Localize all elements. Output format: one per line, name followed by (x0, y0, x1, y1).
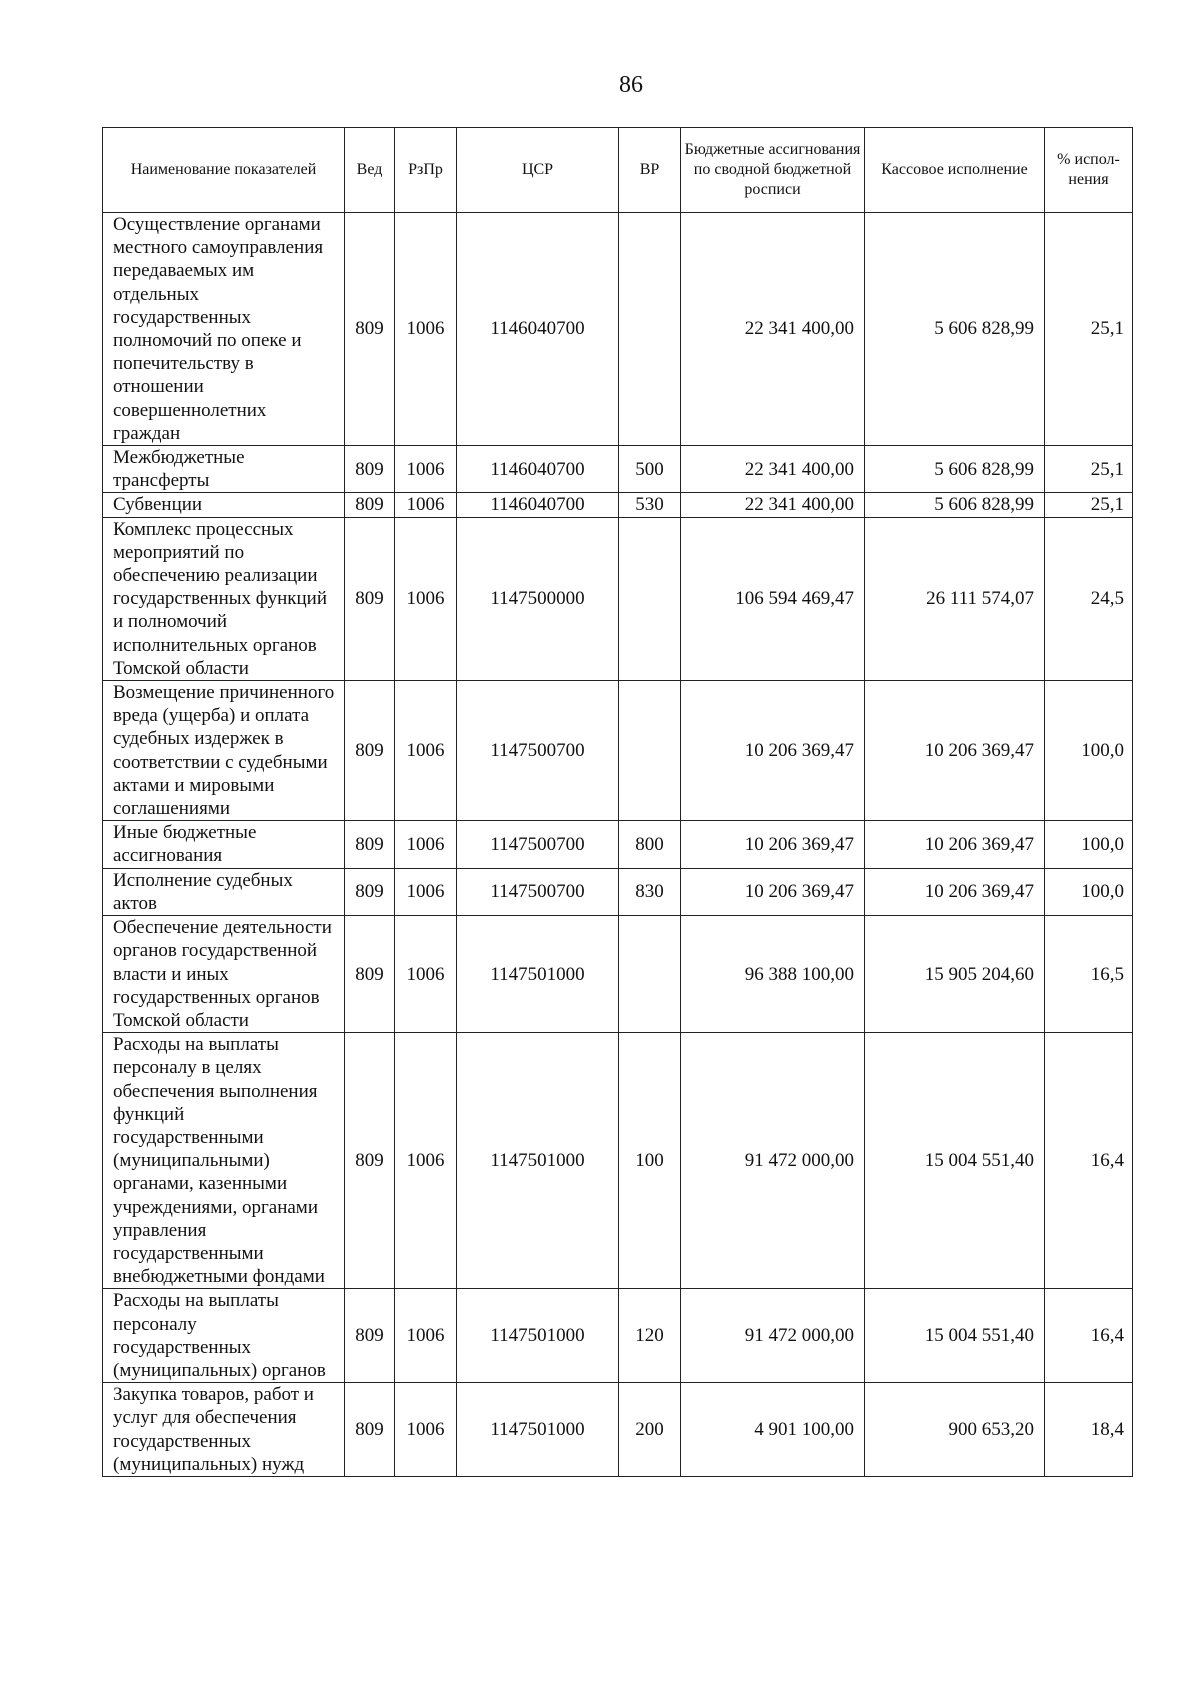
row-cash: 26 111 574,07 (865, 517, 1045, 680)
table-row (103, 213, 1133, 446)
row-name: Расходы на выплаты персоналу государственных (муниципальных) органов (103, 1289, 345, 1383)
row-name: Межбюджетные трансферты (103, 446, 345, 493)
row-name: Расходы на выплаты персоналу в целях обеспечения выполнения функций государственными (муниципальными) органами, казенными учреждениями, органами управления государственными внебюджетными фондами (103, 1033, 345, 1289)
row-name: Закупка товаров, работ и услуг для обеспечения государственных (муниципальных) нужд (103, 1383, 345, 1477)
row-pct: 100,0 (1045, 821, 1133, 868)
row-budget: 22 341 400,00 (681, 493, 865, 517)
row-cash: 15 905 204,60 (865, 916, 1045, 1033)
row-vr (619, 681, 681, 821)
row-ved: 809 (345, 916, 395, 1033)
row-cash: 5 606 828,99 (865, 493, 1045, 517)
row-rzpr: 1006 (395, 1033, 457, 1289)
row-pct: 25,1 (1045, 213, 1133, 446)
row-vr (619, 517, 681, 680)
row-budget: 10 206 369,47 (681, 868, 865, 915)
row-name: Комплекс процессных мероприятий по обеспечению реализации государственных функций и полномочий исполнительных органов Томской области (103, 517, 345, 680)
row-budget: 4 901 100,00 (681, 1383, 865, 1477)
row-budget: 10 206 369,47 (681, 821, 865, 868)
row-budget: 91 472 000,00 (681, 1289, 865, 1383)
row-ved: 809 (345, 1033, 395, 1289)
table-row (103, 681, 1133, 821)
row-rzpr: 1006 (395, 821, 457, 868)
table-row (103, 446, 1133, 493)
row-budget: 22 341 400,00 (681, 213, 865, 446)
table-row (103, 517, 1133, 680)
row-cash: 10 206 369,47 (865, 868, 1045, 915)
row-vr: 800 (619, 821, 681, 868)
row-pct: 16,4 (1045, 1289, 1133, 1383)
row-pct: 24,5 (1045, 517, 1133, 680)
row-rzpr: 1006 (395, 868, 457, 915)
row-cash: 10 206 369,47 (865, 681, 1045, 821)
row-ved: 809 (345, 681, 395, 821)
budget-table (102, 127, 1133, 1477)
row-csr: 1146040700 (457, 446, 619, 493)
row-vr: 120 (619, 1289, 681, 1383)
header-pct: % испол-нения (1045, 128, 1133, 213)
table-row (103, 916, 1133, 1033)
row-vr: 100 (619, 1033, 681, 1289)
row-budget: 10 206 369,47 (681, 681, 865, 821)
row-rzpr: 1006 (395, 517, 457, 680)
row-name: Иные бюджетные ассигнования (103, 821, 345, 868)
row-rzpr: 1006 (395, 446, 457, 493)
table-row (103, 493, 1133, 517)
row-vr: 830 (619, 868, 681, 915)
row-vr: 530 (619, 493, 681, 517)
header-csr: ЦСР (457, 128, 619, 213)
row-pct: 16,4 (1045, 1033, 1133, 1289)
row-csr: 1146040700 (457, 493, 619, 517)
header-cash: Кассовое исполнение (865, 128, 1045, 213)
row-csr: 1146040700 (457, 213, 619, 446)
header-vr: ВР (619, 128, 681, 213)
row-pct: 25,1 (1045, 446, 1133, 493)
row-ved: 809 (345, 1289, 395, 1383)
table-row (103, 868, 1133, 915)
row-rzpr: 1006 (395, 681, 457, 821)
row-pct: 18,4 (1045, 1383, 1133, 1477)
row-rzpr: 1006 (395, 916, 457, 1033)
row-rzpr: 1006 (395, 1289, 457, 1383)
header-name: Наименование показателей (103, 128, 345, 213)
row-name: Возмещение причиненного вреда (ущерба) и оплата судебных издержек в соответствии с судебными актами и мировыми соглашениями (103, 681, 345, 821)
row-rzpr: 1006 (395, 493, 457, 517)
row-pct: 25,1 (1045, 493, 1133, 517)
header-budget: Бюджетные ассигнования по сводной бюджетной росписи (681, 128, 865, 213)
row-vr: 200 (619, 1383, 681, 1477)
row-cash: 15 004 551,40 (865, 1033, 1045, 1289)
row-ved: 809 (345, 868, 395, 915)
row-name: Субвенции (103, 493, 345, 517)
row-rzpr: 1006 (395, 1383, 457, 1477)
row-vr (619, 916, 681, 1033)
row-budget: 91 472 000,00 (681, 1033, 865, 1289)
row-csr: 1147501000 (457, 916, 619, 1033)
row-rzpr: 1006 (395, 213, 457, 446)
row-name: Исполнение судебных актов (103, 868, 345, 915)
row-ved: 809 (345, 446, 395, 493)
row-cash: 5 606 828,99 (865, 213, 1045, 446)
row-pct: 100,0 (1045, 681, 1133, 821)
table-row (103, 821, 1133, 868)
page-number: 86 (619, 72, 643, 98)
row-cash: 15 004 551,40 (865, 1289, 1045, 1383)
row-ved: 809 (345, 493, 395, 517)
row-budget: 22 341 400,00 (681, 446, 865, 493)
row-name: Обеспечение деятельности органов государственной власти и иных государственных органов Томской области (103, 916, 345, 1033)
row-csr: 1147501000 (457, 1033, 619, 1289)
row-csr: 1147501000 (457, 1383, 619, 1477)
row-name: Осуществление органами местного самоуправления передаваемых им отдельных государственных полномочий по опеке и попечительству в отношении совершеннолетних граждан (103, 213, 345, 446)
row-csr: 1147500700 (457, 821, 619, 868)
header-rzpr: РзПр (395, 128, 457, 213)
row-pct: 100,0 (1045, 868, 1133, 915)
table-row (103, 1289, 1133, 1383)
row-cash: 5 606 828,99 (865, 446, 1045, 493)
row-pct: 16,5 (1045, 916, 1133, 1033)
table-row (103, 1383, 1133, 1477)
row-vr (619, 213, 681, 446)
row-ved: 809 (345, 1383, 395, 1477)
row-ved: 809 (345, 517, 395, 680)
row-ved: 809 (345, 821, 395, 868)
row-cash: 10 206 369,47 (865, 821, 1045, 868)
header-ved: Вед (345, 128, 395, 213)
row-budget: 106 594 469,47 (681, 517, 865, 680)
row-csr: 1147500700 (457, 681, 619, 821)
row-csr: 1147500000 (457, 517, 619, 680)
row-vr: 500 (619, 446, 681, 493)
table-row (103, 1033, 1133, 1289)
row-csr: 1147501000 (457, 1289, 619, 1383)
row-cash: 900 653,20 (865, 1383, 1045, 1477)
row-ved: 809 (345, 213, 395, 446)
table-header-row (103, 128, 1133, 213)
row-csr: 1147500700 (457, 868, 619, 915)
row-budget: 96 388 100,00 (681, 916, 865, 1033)
